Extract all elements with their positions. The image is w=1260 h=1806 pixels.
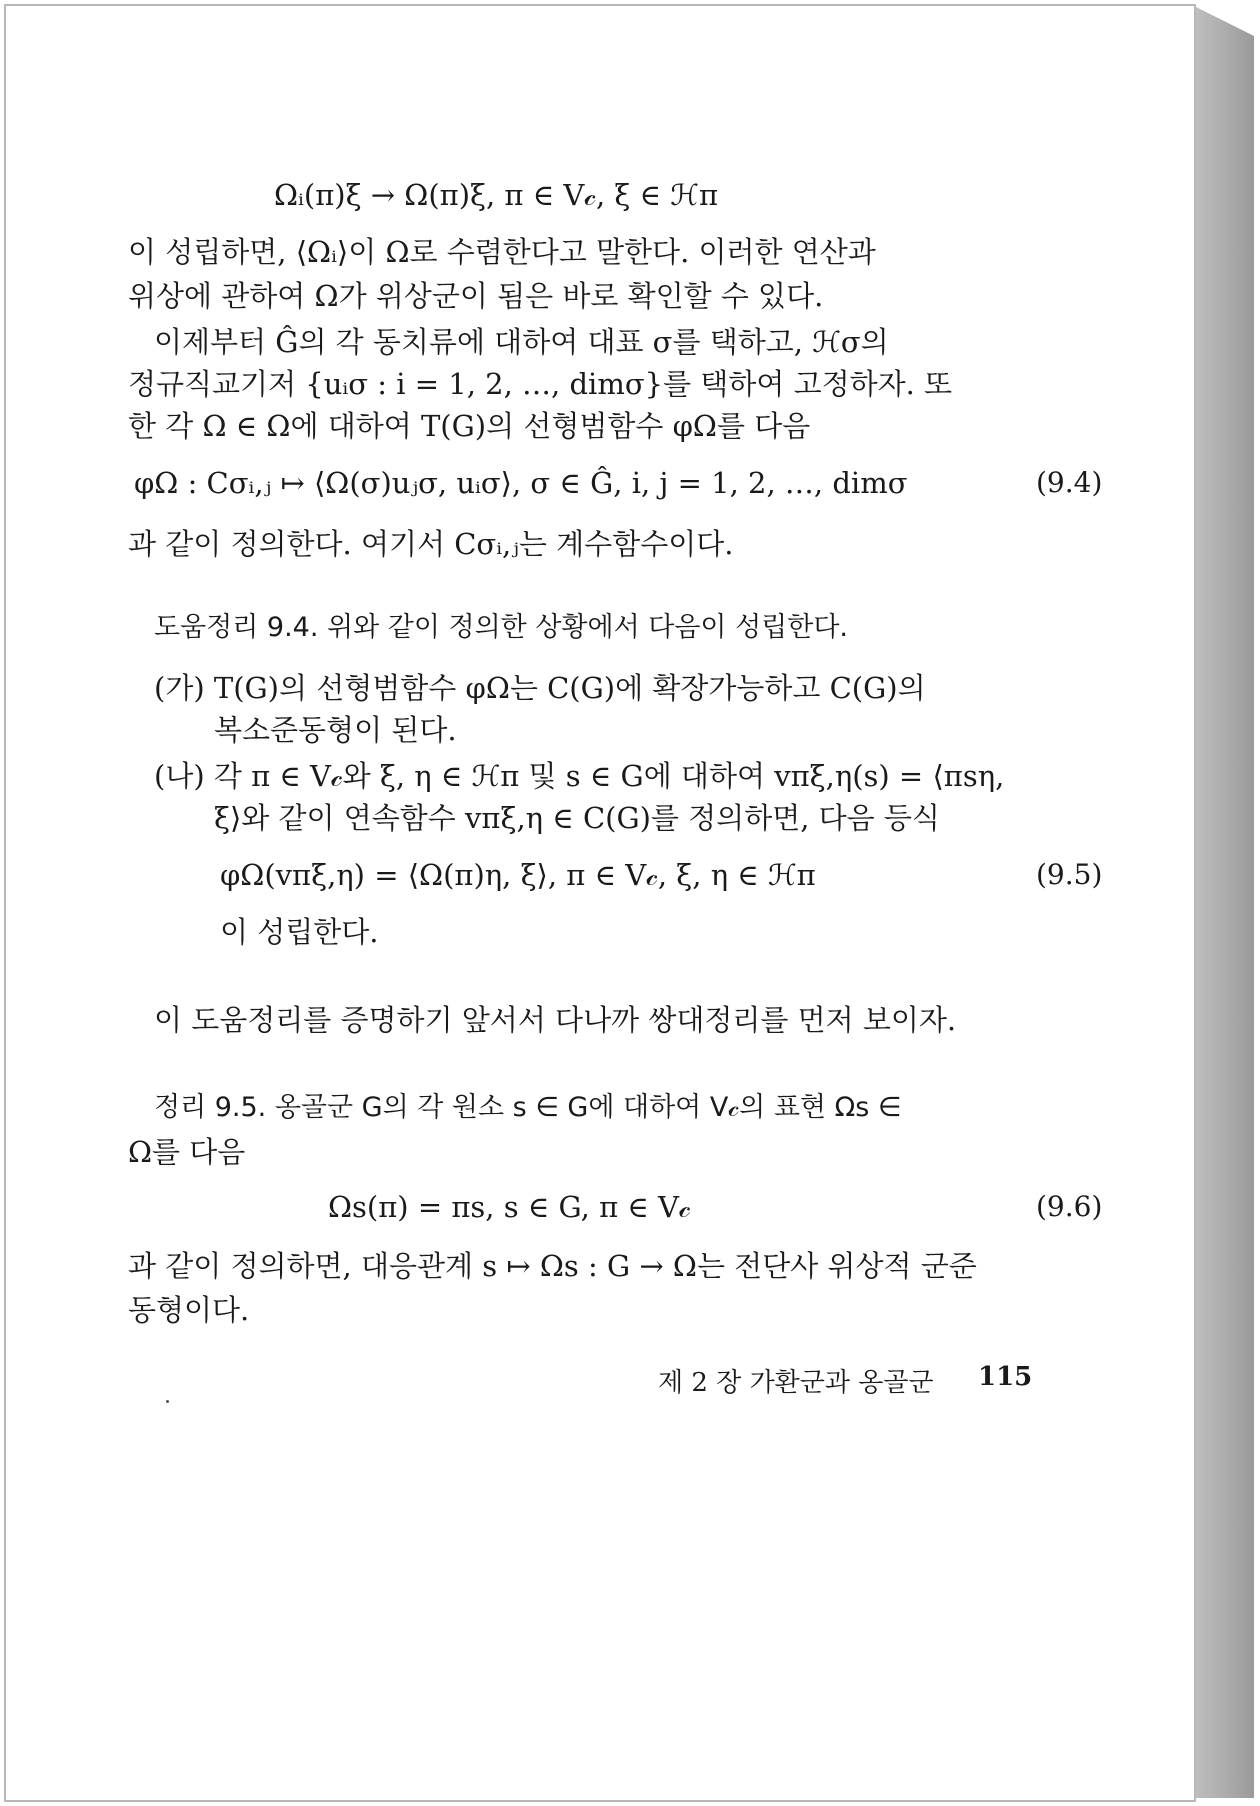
print-speck bbox=[166, 1400, 169, 1403]
theorem-9-5-line-2: Ω를 다음 bbox=[128, 1135, 246, 1169]
paragraph-basis-line-3: 한 각 Ω ∈ Ω에 대하여 T(G)의 선형범함수 φΩ를 다음 bbox=[128, 409, 811, 443]
page-number: 115 bbox=[978, 1362, 1033, 1392]
running-footer-chapter: 제 2 장 가환군과 옹골군 bbox=[658, 1368, 934, 1398]
lemma-item-a-line-1: (가) T(G)의 선형범함수 φΩ는 C(G)에 확장가능하고 C(G)의 bbox=[154, 671, 926, 705]
paragraph-basis-line-2: 정규직교기저 {uᵢσ : i = 1, 2, …, dimσ}를 택하여 고정하자. 또 bbox=[128, 367, 953, 401]
equation-9-4: φΩ : Cσᵢ,ⱼ ↦ ⟨Ω(σ)uⱼσ, uᵢσ⟩, σ ∈ Ĝ, i, j = 1, 2, …, dimσ bbox=[134, 466, 908, 500]
equation-convergence: Ωᵢ(π)ξ → Ω(π)ξ, π ∈ V𝒸, ξ ∈ ℋπ bbox=[274, 178, 719, 212]
page-edge-shadow bbox=[1194, 6, 1254, 1798]
theorem-9-5-line-1: 정리 9.5. 옹골군 G의 각 원소 s ∈ G에 대하여 V𝒸의 표현 Ωs ∈ bbox=[154, 1092, 902, 1123]
paragraph-convergence-line-1: 이 성립하면, ⟨Ωᵢ⟩이 Ω로 수렴한다고 말한다. 이러한 연산과 bbox=[128, 235, 876, 269]
lemma-item-b-end: 이 성립한다. bbox=[220, 915, 379, 949]
book-page bbox=[4, 4, 1196, 1802]
equation-number-9-4: (9.4) bbox=[1036, 466, 1103, 499]
equation-number-9-6: (9.6) bbox=[1036, 1190, 1103, 1223]
paragraph-bridge: 이 도움정리를 증명하기 앞서서 다나까 쌍대정리를 먼저 보이자. bbox=[154, 1003, 957, 1037]
paragraph-convergence-line-2: 위상에 관하여 Ω가 위상군이 됨은 바로 확인할 수 있다. bbox=[128, 279, 824, 313]
lemma-item-b-line-1: (나) 각 π ∈ V𝒸와 ξ, η ∈ ℋπ 및 s ∈ G에 대하여 vπξ,η(s) = ⟨πsη, bbox=[154, 759, 1005, 793]
paragraph-basis-line-1: 이제부터 Ĝ의 각 동치류에 대하여 대표 σ를 택하고, ℋσ의 bbox=[154, 325, 889, 359]
lemma-heading-9-4: 도움정리 9.4. 위와 같이 정의한 상황에서 다음이 성립한다. bbox=[154, 612, 848, 643]
equation-9-5: φΩ(vπξ,η) = ⟨Ω(π)η, ξ⟩, π ∈ V𝒸, ξ, η ∈ ℋπ bbox=[220, 858, 816, 892]
paragraph-isomorphism-line-2: 동형이다. bbox=[128, 1293, 250, 1327]
lemma-item-a-line-2: 복소준동형이 된다. bbox=[214, 713, 457, 747]
equation-number-9-5: (9.5) bbox=[1036, 858, 1103, 891]
paragraph-isomorphism-line-1: 과 같이 정의하면, 대응관계 s ↦ Ωs : G → Ω는 전단사 위상적 군준 bbox=[128, 1249, 977, 1283]
paragraph-definition: 과 같이 정의한다. 여기서 Cσᵢ,ⱼ는 계수함수이다. bbox=[128, 527, 734, 561]
equation-9-6: Ωs(π) = πs, s ∈ G, π ∈ V𝒸 bbox=[328, 1190, 691, 1224]
lemma-item-b-line-2: ξ⟩와 같이 연속함수 vπξ,η ∈ C(G)를 정의하면, 다음 등식 bbox=[214, 801, 940, 835]
